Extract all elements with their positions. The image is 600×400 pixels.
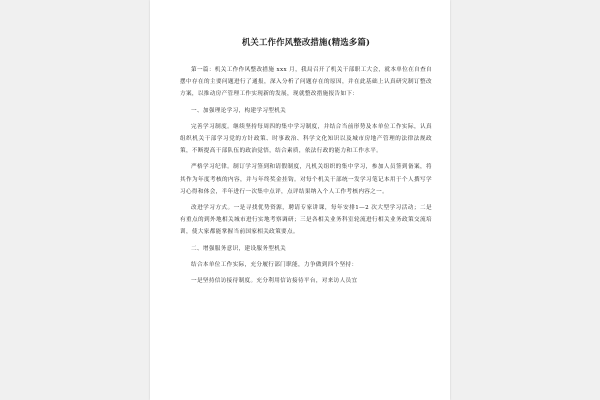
paragraph-study-discipline: 严格学习纪律。制订学习签到和请假制度，凡机关组织的集中学习，参加人员签到备案，将其作为年度考核的内容，并与年终奖金挂钩。对每个机关干部统一发学习笔记本用于个人撰写学习心得和体会，半年进行一次集中点评，点评结果纳入个人工作考核内容之一。: [180, 164, 432, 195]
paragraph-study-method: 改进学习方式。一是寻找优势资源，聘请专家讲课，每年安排1—2 次大型学习活动；二是有重点的到外地相关城市进行实地考察调研；三是各相关业务科室轮流进行相关业务政策交流培训，使大家都能掌握当前国家相关政策要点。: [180, 205, 432, 236]
section-heading-1: 一、加强理论学习，构建学习型机关: [191, 107, 287, 114]
paragraph-study-system: 完善学习制度。继续坚持每周四的集中学习制度，并结合当前形势及本单位工作实际，认真组织机关干部学习党的方针政策、时事政治、科学文化知识以及城市房地产管理的法律法规政策，不断提高干部队伍的政治觉悟，结合素质，依法行政的能力和工作水平。: [180, 123, 432, 155]
document-page: [150, 0, 450, 400]
paragraph-four-principles: 结合本单位工作实际，充分履行部门职能，力争做到四个坚持：: [191, 261, 358, 268]
paragraph-intro: 第一篇：机关工作作风整改措施 xxx 月，我局召开了机关干部职工大会，就本单位在自查自摆中存在的主要问题进行了通报，深入分析了问题存在的原因，并在此基础上认真研究制订整改方案，以推动房产管理工作实现新的发展，现就整改措施报告如下：: [180, 67, 432, 98]
section-heading-2: 二、增强服务意识，建设服务型机关: [191, 245, 287, 252]
paragraph-petition-system: 一是坚持信访接待制度。充分利用信访接待平台，对来访人员宜: [191, 278, 358, 285]
document-title: 机关工作作风整改措施(精选多篇): [241, 37, 371, 47]
